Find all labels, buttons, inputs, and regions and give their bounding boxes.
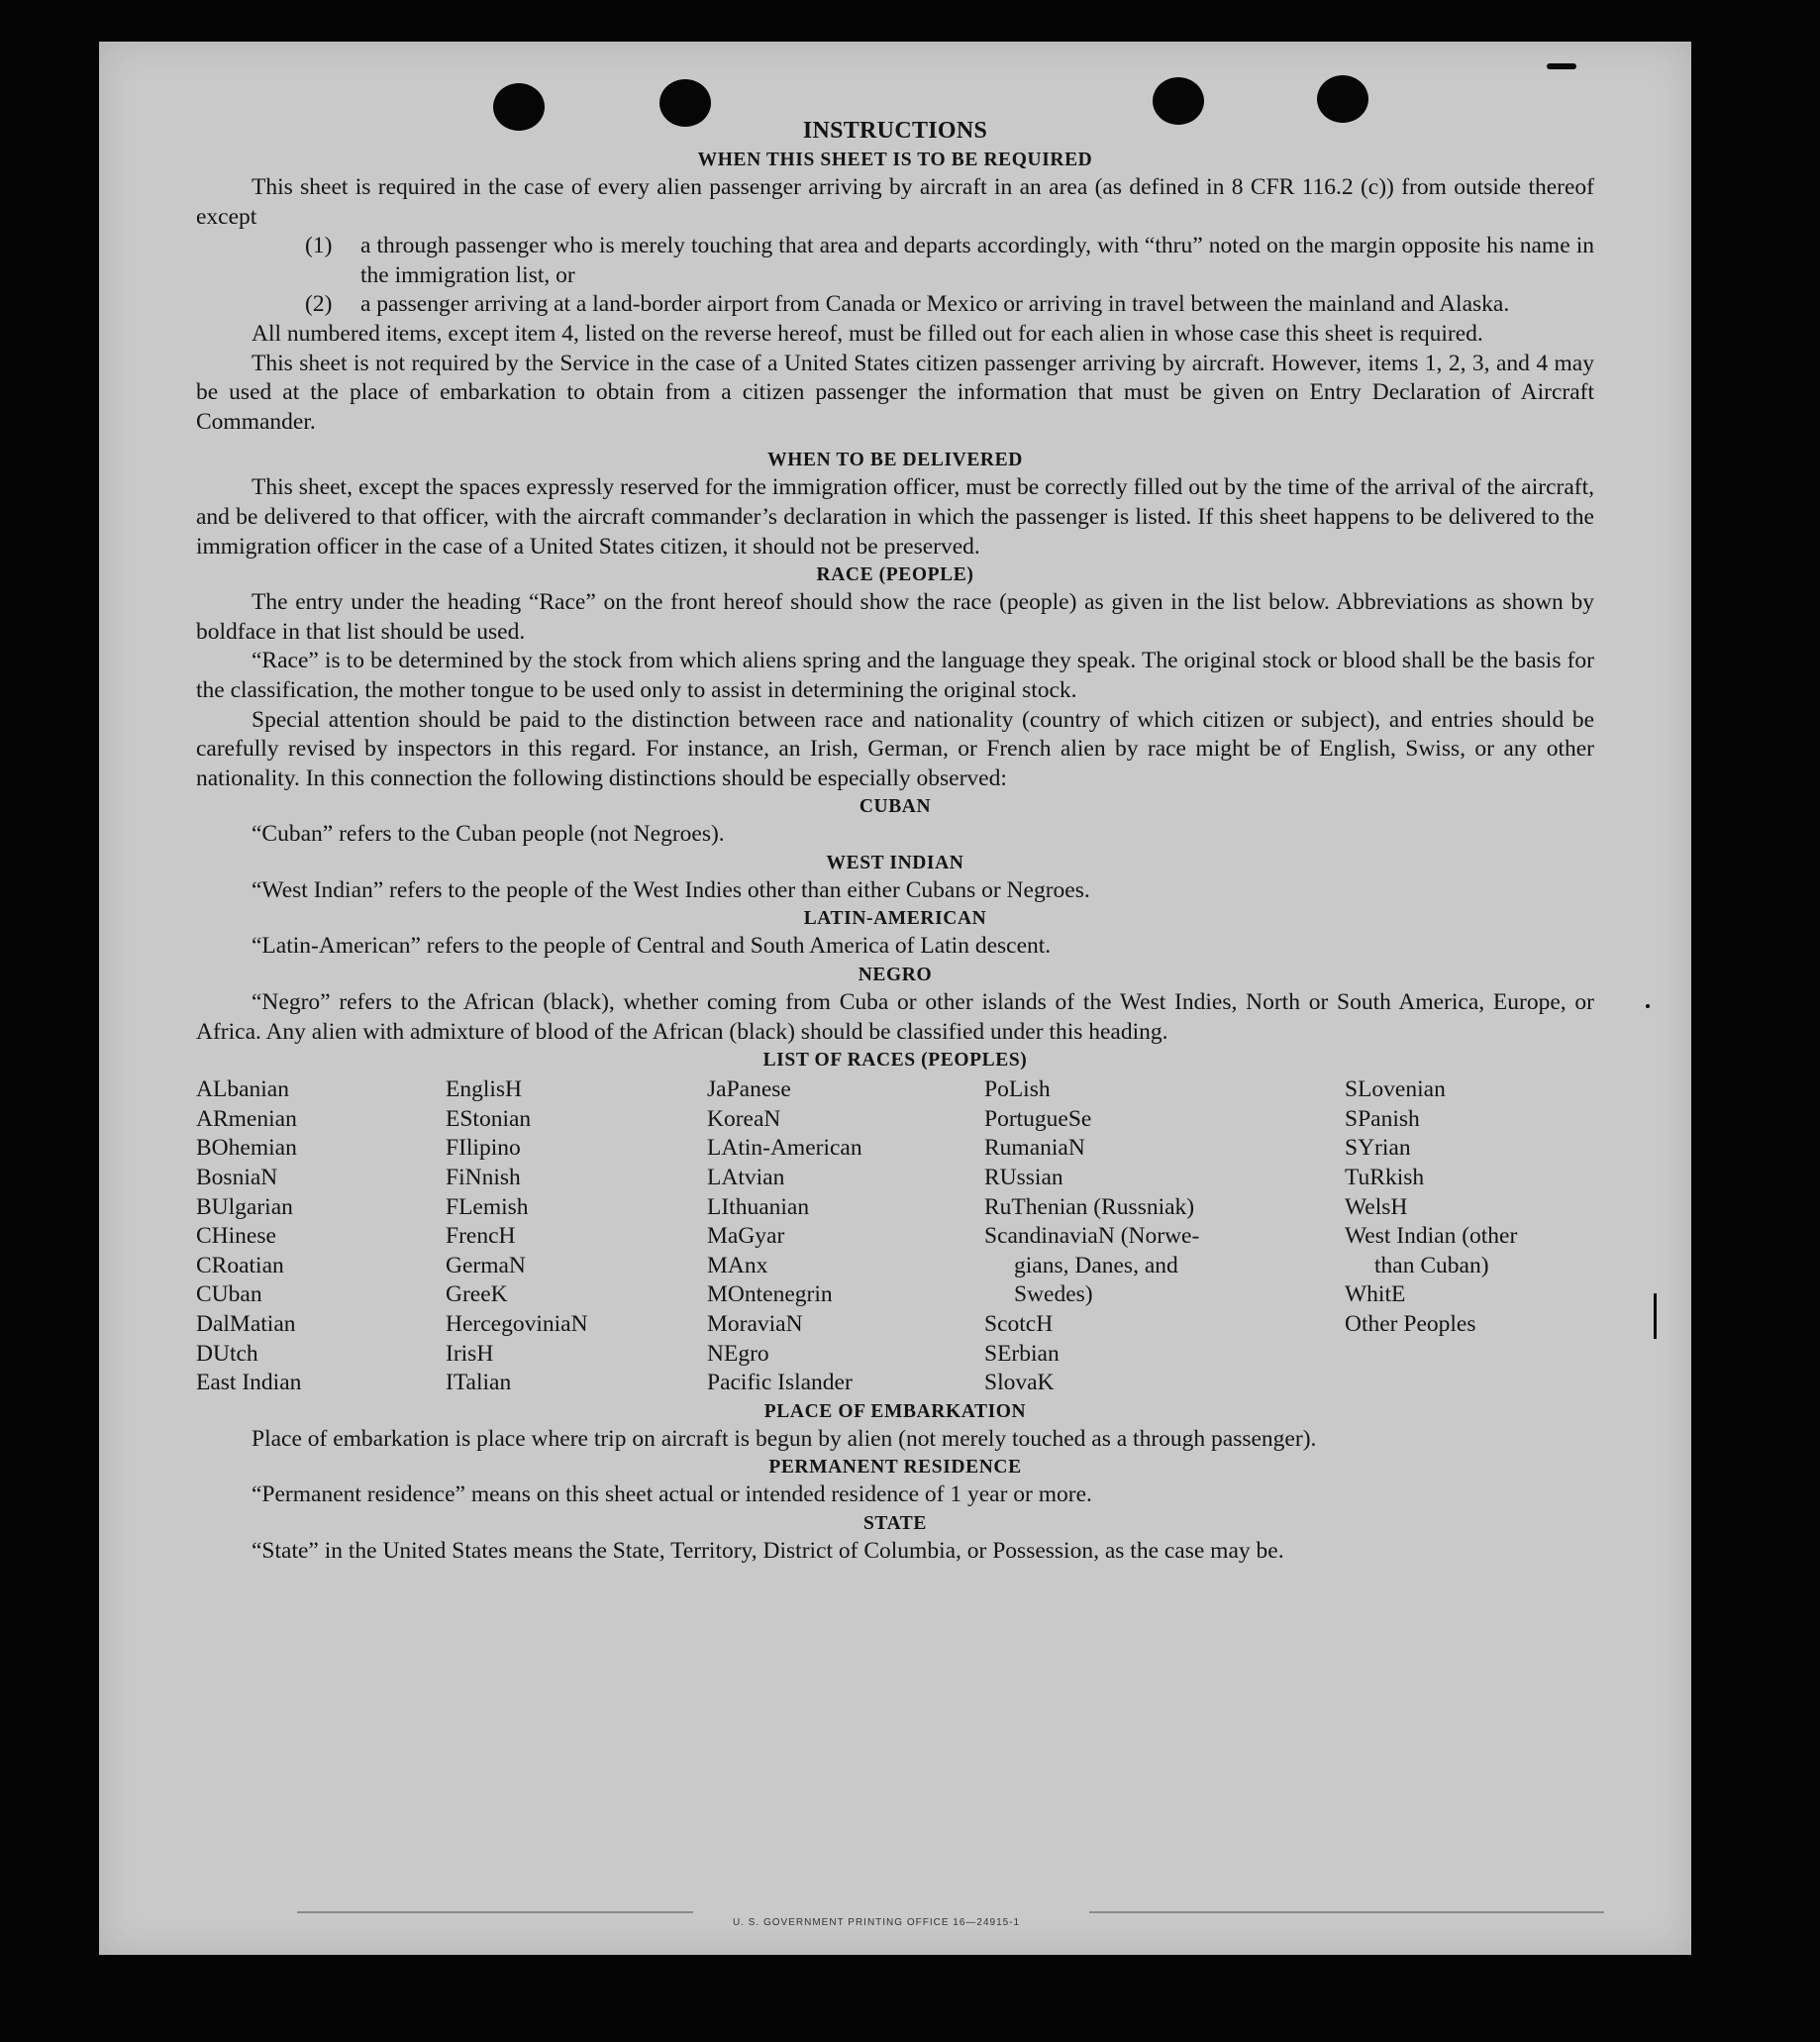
race-item: DUtch [196,1340,258,1367]
race-item: FiNnish [446,1165,521,1191]
section-heading: LATIN-AMERICAN [803,908,987,930]
paragraph: Place of embarkation is place where trip on aircraft is begun by alien (not merely touched as a through passenger). [252,1425,1317,1452]
section-heading: PLACE OF EMBARKATION [763,1400,1027,1422]
race-item: GermaN [446,1252,526,1278]
race-item: LIthuanian [707,1193,810,1220]
race-item: NEgro [707,1340,769,1367]
race-item: ScandinaviaN (Norwe- [984,1223,1200,1250]
paragraph: “State” in the United States means the State, Territory, District of Columbia, or Possession, as the case may be. [252,1537,1284,1564]
race-item: TuRkish [1345,1165,1425,1191]
race-item: WelsH [1345,1193,1408,1220]
race-item: ALbanian [196,1076,289,1103]
section-heading: NEGRO [858,965,933,986]
race-item: MAnx [707,1252,768,1278]
race-item: RUssian [984,1165,1063,1191]
race-item: FIlipino [446,1135,521,1162]
item-text: a passenger arriving at a land-border airport from Canada or Mexico or arriving in travel between the mainland and Alaska. [360,291,1510,318]
race-item: LAtvian [707,1165,785,1191]
race-item: MaGyar [707,1223,785,1250]
paragraph: This sheet is not required by the Service in the case of a United States citizen passenger arriving by aircraft. However, items 1, 2, 3, and 4 may be used at the place of embarkation to obtain from a citizen passenger the information that must be given on Entry Declaration of Aircraft Commander. [196,350,1594,435]
race-item: East Indian [196,1370,302,1396]
race-item: ScotcH [984,1311,1054,1337]
race-item: EStonian [446,1105,532,1132]
footer-rule [1089,1911,1604,1913]
race-item: BUlgarian [196,1193,293,1220]
race-item: PortugueSe [984,1105,1092,1132]
race-item: HercegoviniaN [446,1311,588,1337]
ink-speck [1646,1004,1650,1008]
section-heading: CUBAN [859,796,932,818]
ink-speck [1654,1293,1657,1339]
footer-rule [297,1911,693,1913]
paragraph: “West Indian” refers to the people of the West Indies other than either Cubans or Negroes. [252,876,1090,903]
section-heading: RACE (PEOPLE) [816,564,974,586]
race-item: CHinese [196,1223,276,1250]
instructions-content [196,115,1594,1567]
race-item: BosniaN [196,1165,278,1191]
race-item: RumaniaN [984,1135,1085,1162]
section-heading: WEST INDIAN [826,852,964,873]
race-column [984,1075,1345,1398]
paragraph: Special attention should be paid to the distinction between race and nationality (country of which citizen or subject), and entries should be carefully revised by inspectors in this regard. For instance, an Irish, German, or French alien by race might be of English, Swiss, or any other nationality. In this connection the following distinctions should be especially observed: [196,706,1594,791]
race-item: MoraviaN [707,1311,803,1337]
race-item: KoreaN [707,1105,781,1132]
item-text: a through passenger who is merely touching that area and departs accordingly, with “thru” noted on the margin opposite his name in the immigration list, or [360,233,1594,288]
race-item: SPanish [1345,1105,1420,1132]
document-sheet [99,42,1691,1955]
race-item: Swedes) [1014,1281,1093,1308]
item-number: (2) [305,291,333,318]
race-column [1345,1075,1594,1398]
race-item: Pacific Islander [707,1370,853,1396]
race-item: Other Peoples [1345,1311,1476,1337]
race-item: SErbian [984,1340,1060,1367]
section-heading: WHEN THIS SHEET IS TO BE REQUIRED [697,150,1093,170]
paragraph: All numbered items, except item 4, listed on the reverse hereof, must be filled out for each alien in whose case this sheet is required. [252,320,1483,347]
race-item: EnglisH [446,1076,523,1103]
race-item: SYrian [1345,1135,1411,1162]
race-list [196,1075,1594,1398]
paragraph: This sheet is required in the case of every alien passenger arriving by aircraft in an area (as defined in 8 CFR 116.2 (c)) from outside thereof except [196,174,1594,230]
race-item: DalMatian [196,1311,296,1337]
race-column [446,1075,707,1398]
race-item: ARmenian [196,1105,297,1132]
race-item: GreeK [446,1281,508,1308]
paragraph: This sheet, except the spaces expressly reserved for the immigration officer, must be correctly filled out by the time of the arrival of the aircraft, and be delivered to that officer, with the aircraft commander’s declaration in which the passenger is listed. If this sheet happens to be delivered to the immigration officer in the case of a United States citizen, it should not be preserved. [196,474,1594,560]
race-item: West Indian (other [1345,1223,1518,1250]
section-heading: PERMANENT RESIDENCE [768,1457,1022,1479]
paragraph: “Negro” refers to the African (black), whether coming from Cuba or other islands of the West Indies, North or South America, Europe, or Africa. Any alien with admixture of blood of the African (black) should be classified under this heading. [196,989,1594,1045]
section-heading: STATE [862,1512,928,1534]
page-title: INSTRUCTIONS [802,118,988,144]
section-heading: WHEN TO BE DELIVERED [767,450,1023,471]
race-item: BOhemian [196,1135,297,1162]
race-item: JaPanese [707,1076,791,1103]
section-heading: LIST OF RACES (PEOPLES) [762,1050,1028,1072]
paragraph: “Race” is to be determined by the stock from which aliens spring and the language they speak. The original stock or blood shall be the basis for the classification, the mother tongue to be used only to assist in determining the original stock. [196,648,1594,703]
race-item: LAtin-American [707,1135,862,1162]
paragraph: “Cuban” refers to the Cuban people (not Negroes). [252,821,725,848]
printing-office-imprint: U. S. GOVERNMENT PRINTING OFFICE 16—24915-1 [733,1917,1021,1928]
race-item: CRoatian [196,1252,284,1278]
paragraph: “Permanent residence” means on this sheet actual or intended residence of 1 year or more. [252,1481,1092,1508]
race-column [707,1075,984,1398]
race-item: FLemish [446,1193,529,1220]
race-item: MOntenegrin [707,1281,833,1308]
paragraph: “Latin-American” refers to the people of Central and South America of Latin descent. [252,933,1052,960]
race-item: than Cuban) [1374,1252,1489,1278]
race-column [196,1075,446,1398]
race-item: SlovaK [984,1370,1055,1396]
race-item: PoLish [984,1076,1051,1103]
race-item: CUban [196,1281,262,1308]
paragraph: The entry under the heading “Race” on the front hereof should show the race (people) as given in the list below. Abbreviations as shown by boldface in that list should be used. [196,589,1594,645]
race-item: WhitE [1345,1281,1406,1308]
race-item: SLovenian [1345,1076,1446,1103]
list-item [305,232,1594,290]
race-item: IrisH [446,1340,494,1367]
race-item: FrencH [446,1223,516,1250]
race-item: RuThenian (Russniak) [984,1193,1195,1220]
list-item [305,290,1594,320]
race-item: gians, Danes, and [1014,1252,1178,1278]
item-number: (1) [305,233,333,259]
ink-speck [1547,63,1576,69]
race-item: ITalian [446,1370,512,1396]
